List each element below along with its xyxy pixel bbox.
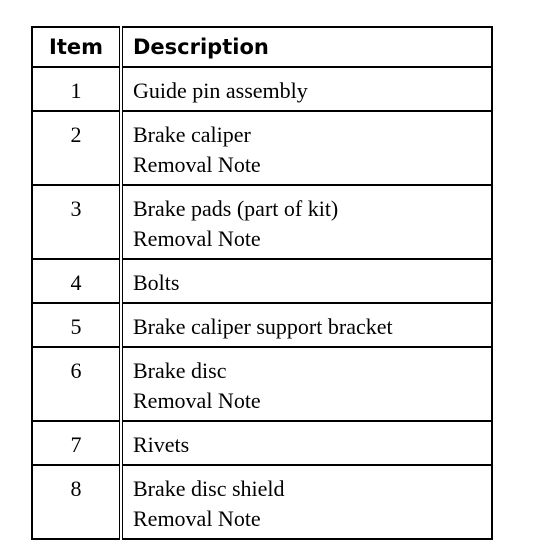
header-description: Description <box>121 27 492 67</box>
description-text: Brake disc shield <box>133 476 285 501</box>
table-row <box>32 259 492 303</box>
table-row <box>32 347 492 421</box>
table-row <box>32 421 492 465</box>
table-row <box>32 67 492 111</box>
description-text: Brake caliper support bracket <box>133 314 393 339</box>
item-description <box>121 303 492 347</box>
table-row <box>32 465 492 539</box>
item-description <box>121 259 492 303</box>
table-row <box>32 185 492 259</box>
item-description <box>121 421 492 465</box>
item-description <box>121 465 492 539</box>
item-description <box>121 111 492 185</box>
item-number: 5 <box>32 303 121 347</box>
item-number: 7 <box>32 421 121 465</box>
description-text: Brake caliper <box>133 122 251 147</box>
description-note: Removal Note <box>133 152 261 177</box>
description-text: Brake disc <box>133 358 227 383</box>
description-text: Bolts <box>133 270 180 295</box>
table-row <box>32 303 492 347</box>
item-number: 3 <box>32 185 121 259</box>
item-description <box>121 67 492 111</box>
description-text: Rivets <box>133 432 190 457</box>
table-row <box>32 111 492 185</box>
table-header <box>32 27 492 67</box>
item-number: 8 <box>32 465 121 539</box>
description-text: Brake pads (part of kit) <box>133 196 339 221</box>
item-number: 2 <box>32 111 121 185</box>
item-number: 6 <box>32 347 121 421</box>
item-description <box>121 185 492 259</box>
item-number: 1 <box>32 67 121 111</box>
description-note: Removal Note <box>133 506 261 531</box>
item-number: 4 <box>32 259 121 303</box>
header-item: Item <box>32 27 121 67</box>
header-row <box>32 27 492 67</box>
parts-table <box>31 26 493 540</box>
item-description <box>121 347 492 421</box>
table-body <box>32 67 492 539</box>
description-note: Removal Note <box>133 226 261 251</box>
description-text: Guide pin assembly <box>133 78 308 103</box>
description-note: Removal Note <box>133 388 261 413</box>
